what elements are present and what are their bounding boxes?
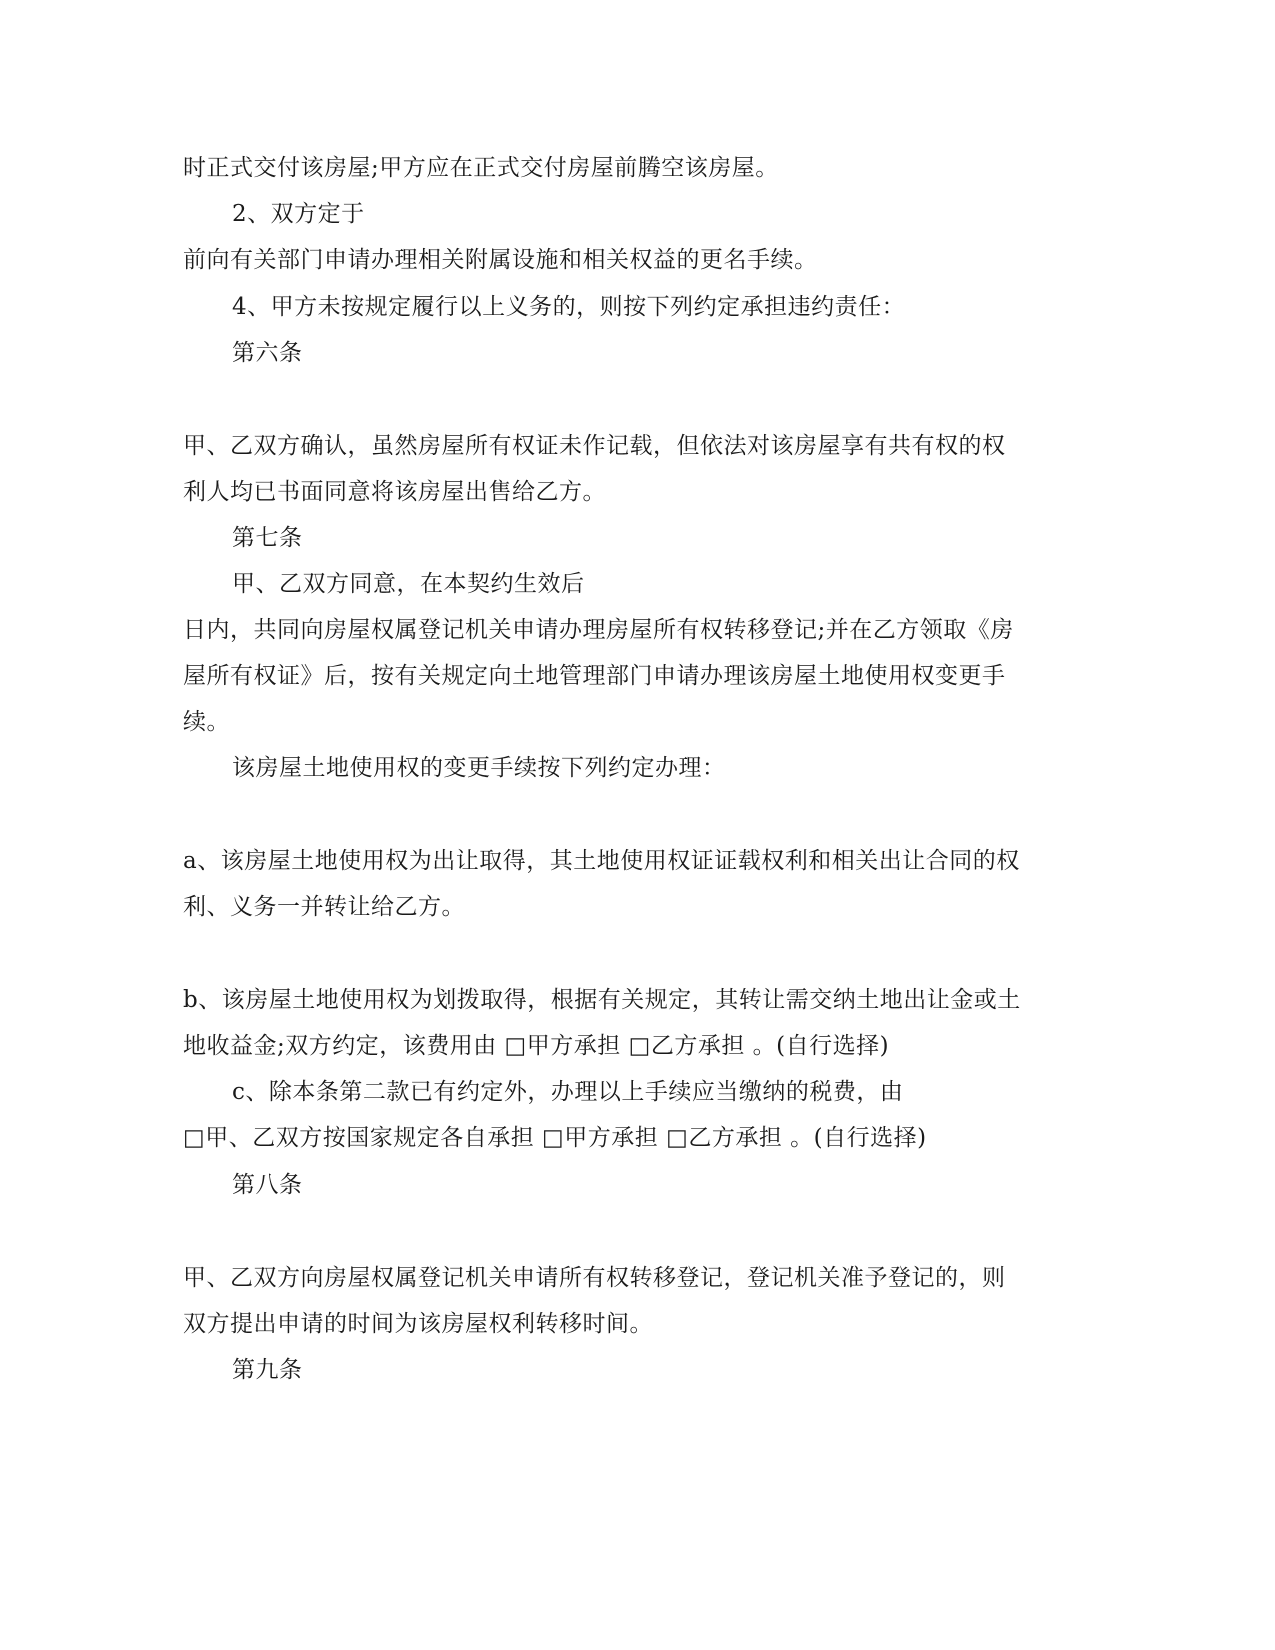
text-line: a、该房屋土地使用权为出让取得，其土地使用权证证载权利和相关出让合同的权 xyxy=(183,848,1020,874)
text-line: 双方提出申请的时间为该房屋权利转移时间。 xyxy=(183,1311,653,1337)
section-heading: 第九条 xyxy=(232,1357,303,1383)
section-heading: 第七条 xyxy=(232,525,303,551)
section-heading: 第六条 xyxy=(232,340,303,366)
text-line: 甲、乙双方同意，在本契约生效后 xyxy=(232,571,585,597)
text-line: 该房屋土地使用权的变更手续按下列约定办理： xyxy=(232,755,726,781)
text-line: b、该房屋土地使用权为划拨取得，根据有关规定，其转让需交纳土地出让金或土 xyxy=(183,987,1021,1013)
text-line: 时正式交付该房屋;甲方应在正式交付房屋前腾空该房屋。 xyxy=(183,155,779,181)
text-line: 利、义务一并转让给乙方。 xyxy=(183,894,465,920)
text-line: 续。 xyxy=(183,709,230,735)
text-line: 甲、乙双方确认，虽然房屋所有权证未作记载，但依法对该房屋享有共有权的权 xyxy=(183,433,1006,459)
text-line: □甲、乙双方按国家规定各自承担 □甲方承担 □乙方承担 。(自行选择) xyxy=(183,1125,927,1151)
text-line: 2、双方定于 xyxy=(232,201,365,227)
text-line: 地收益金;双方约定，该费用由 □甲方承担 □乙方承担 。(自行选择) xyxy=(183,1033,890,1059)
text-line: c、除本条第二款已有约定外，办理以上手续应当缴纳的税费，由 xyxy=(232,1079,904,1105)
text-line: 前向有关部门申请办理相关附属设施和相关权益的更名手续。 xyxy=(183,247,818,273)
text-line: 日内，共同向房屋权属登记机关申请办理房屋所有权转移登记;并在乙方领取《房 xyxy=(183,617,1014,643)
section-heading: 第八条 xyxy=(232,1172,303,1198)
text-line: 4、甲方未按规定履行以上义务的，则按下列约定承担违约责任： xyxy=(232,294,906,320)
text-line: 利人均已书面同意将该房屋出售给乙方。 xyxy=(183,479,606,505)
text-line: 甲、乙双方向房屋权属登记机关申请所有权转移登记，登记机关准予登记的，则 xyxy=(183,1265,1006,1291)
text-line: 屋所有权证》后，按有关规定向土地管理部门申请办理该房屋土地使用权变更手 xyxy=(183,663,1006,689)
